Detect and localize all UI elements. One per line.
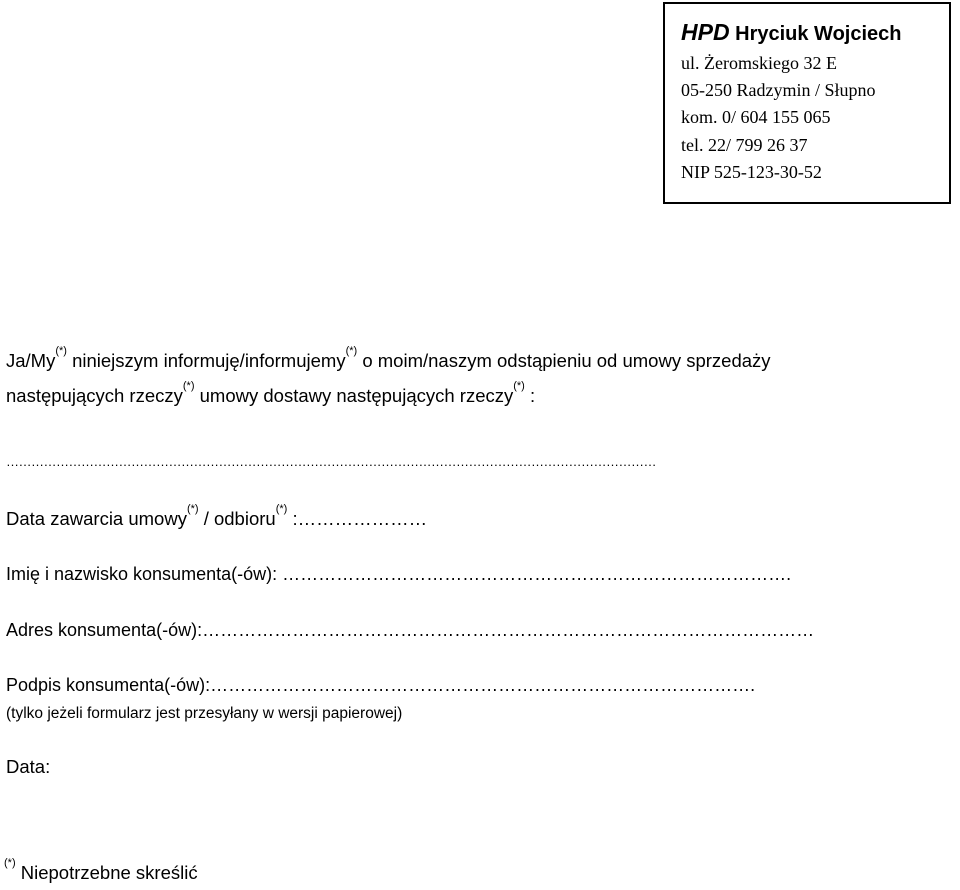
field-label: / odbioru — [198, 508, 276, 529]
footnote-marker: (*) — [55, 345, 67, 357]
company-nip-line: NIP 525-123-30-52 — [681, 161, 822, 182]
statement-text: umowy dostawy następujących rzeczy — [194, 385, 514, 406]
footnote-marker: (*) — [513, 380, 525, 392]
company-city-line: 05-250 Radzymin / Słupno — [681, 80, 876, 101]
statement-text: niniejszym informuję/informujemy — [66, 350, 346, 371]
footnote-marker: (*) — [4, 857, 16, 869]
field-label: Data zawarcia umowy — [6, 508, 187, 529]
statement-line-2 — [6, 380, 536, 407]
footnote-marker: (*) — [275, 503, 288, 515]
consumer-address-field: Adres konsumenta(-ów):………………………………………………………………………………………… — [6, 620, 815, 640]
footnote-marker: (*) — [186, 503, 199, 515]
contract-date-field — [6, 503, 428, 530]
company-logo: HPD — [681, 19, 730, 45]
statement-text: : — [524, 385, 536, 406]
date-field: Data: — [6, 756, 51, 777]
signature-note: (tylko jeżeli formularz jest przesyłany w wersji papierowej) — [6, 705, 403, 722]
field-label: :………………… — [287, 508, 428, 529]
company-name: Hryciuk Wojciech — [735, 23, 902, 45]
company-phone-line: tel. 22/ 799 26 37 — [681, 134, 808, 155]
company-brand — [681, 18, 949, 48]
statement-text: Ja/My — [6, 350, 56, 371]
footnote-marker: (*) — [345, 345, 358, 357]
company-header-box — [663, 2, 951, 204]
consumer-signature-field: Podpis konsumenta(-ów):………………………………………………………………………………. — [6, 675, 756, 695]
consumer-name-field: Imię i nazwisko konsumenta(-ów): …………………………………………………………………………. — [6, 564, 792, 584]
footnote — [4, 857, 198, 884]
footnote-text: Niepotrzebne skreślić — [15, 862, 198, 883]
footnote-marker: (*) — [182, 380, 195, 392]
goods-list-dotted-line: ………………………………………………………………………………………………………………………………………… — [6, 454, 656, 469]
statement-line-1 — [6, 345, 771, 372]
company-address-line: ul. Żeromskiego 32 E — [681, 53, 837, 73]
company-mobile-line: kom. 0/ 604 155 065 — [681, 107, 831, 128]
statement-text: o moim/naszym odstąpieniu od umowy sprzedaży — [357, 350, 771, 371]
statement-text: następujących rzeczy — [6, 385, 183, 406]
